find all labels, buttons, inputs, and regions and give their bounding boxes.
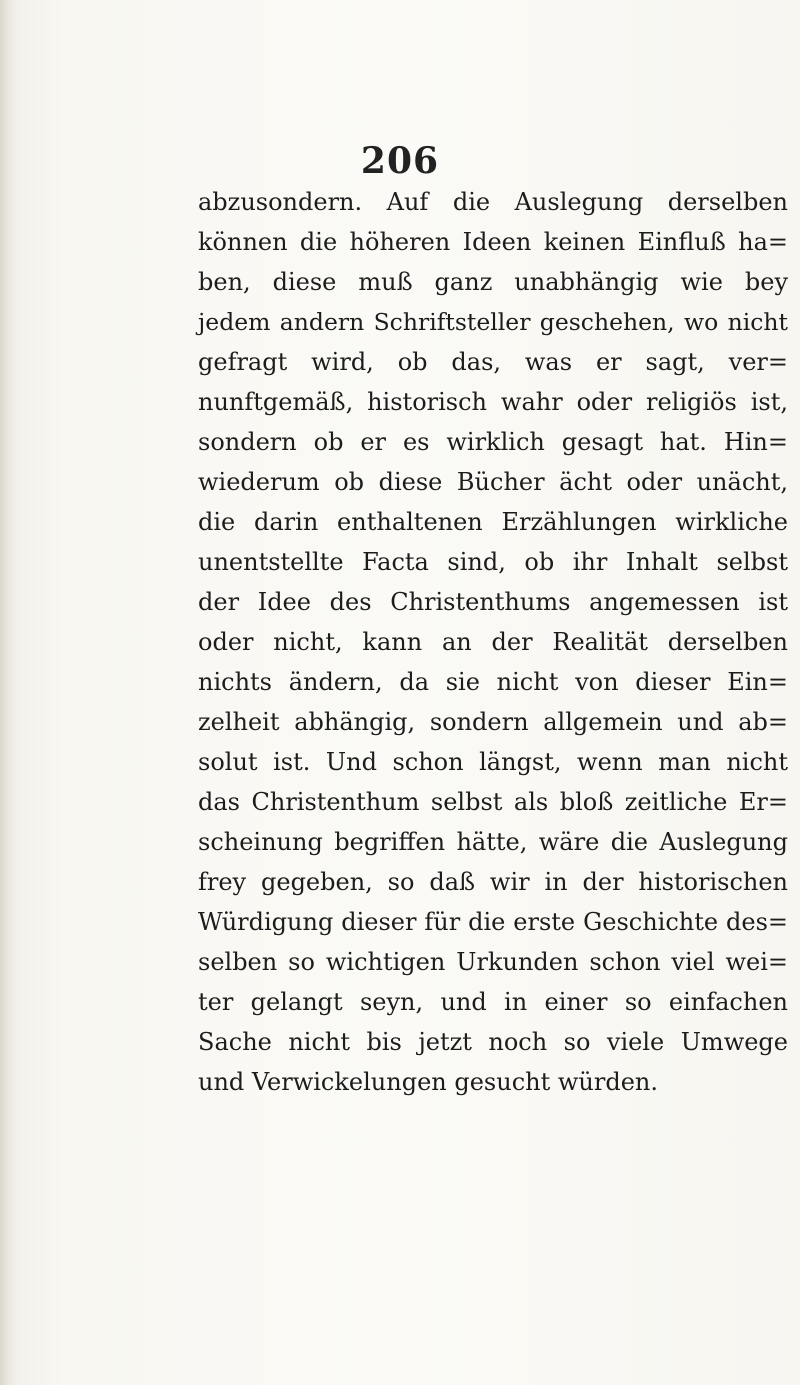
text-line: ben, diese muß ganz unabhängig wie bey <box>198 268 788 296</box>
text-line: Würdigung dieser für die erste Geschichte des= <box>198 908 788 936</box>
text-line: sondern ob er es wirklich gesagt hat. Hin= <box>198 428 788 456</box>
text-line: können die höheren Ideen keinen Einfluß ha= <box>198 228 788 256</box>
text-line: das Christenthum selbst als bloß zeitliche Er= <box>198 788 788 816</box>
text-line: und Verwickelungen gesucht würden. <box>198 1068 658 1096</box>
text-line: nichts ändern, da sie nicht von dieser Ein= <box>198 668 788 696</box>
text-line: abzusondern. Auf die Auslegung derselben <box>198 188 788 216</box>
text-line: Sache nicht bis jetzt noch so viele Umwege <box>198 1028 788 1056</box>
text-line: gefragt wird, ob das, was er sagt, ver= <box>198 348 788 376</box>
text-line: selben so wichtigen Urkunden schon viel wei= <box>198 948 788 976</box>
page-number: 206 <box>360 140 440 182</box>
text-line: unentstellte Facta sind, ob ihr Inhalt selbst <box>198 548 788 576</box>
body-text <box>198 182 788 1102</box>
text-line: jedem andern Schriftsteller geschehen, wo nicht <box>198 308 788 336</box>
text-line: nunftgemäß, historisch wahr oder religiös ist, <box>198 388 788 416</box>
text-line: oder nicht, kann an der Realität derselben <box>198 628 788 656</box>
text-line: die darin enthaltenen Erzählungen wirkliche <box>198 508 788 536</box>
text-line: scheinung begriffen hätte, wäre die Auslegung <box>198 828 788 856</box>
text-line: solut ist. Und schon längst, wenn man nicht <box>198 748 788 776</box>
text-line: wiederum ob diese Bücher ächt oder unächt, <box>198 468 788 496</box>
text-line: der Idee des Christenthums angemessen ist <box>198 588 788 616</box>
page-gutter-shadow <box>0 0 18 1385</box>
text-line: frey gegeben, so daß wir in der historischen <box>198 868 788 896</box>
text-line: ter gelangt seyn, und in einer so einfachen <box>198 988 788 1016</box>
text-line: zelheit abhängig, sondern allgemein und ab= <box>198 708 788 736</box>
